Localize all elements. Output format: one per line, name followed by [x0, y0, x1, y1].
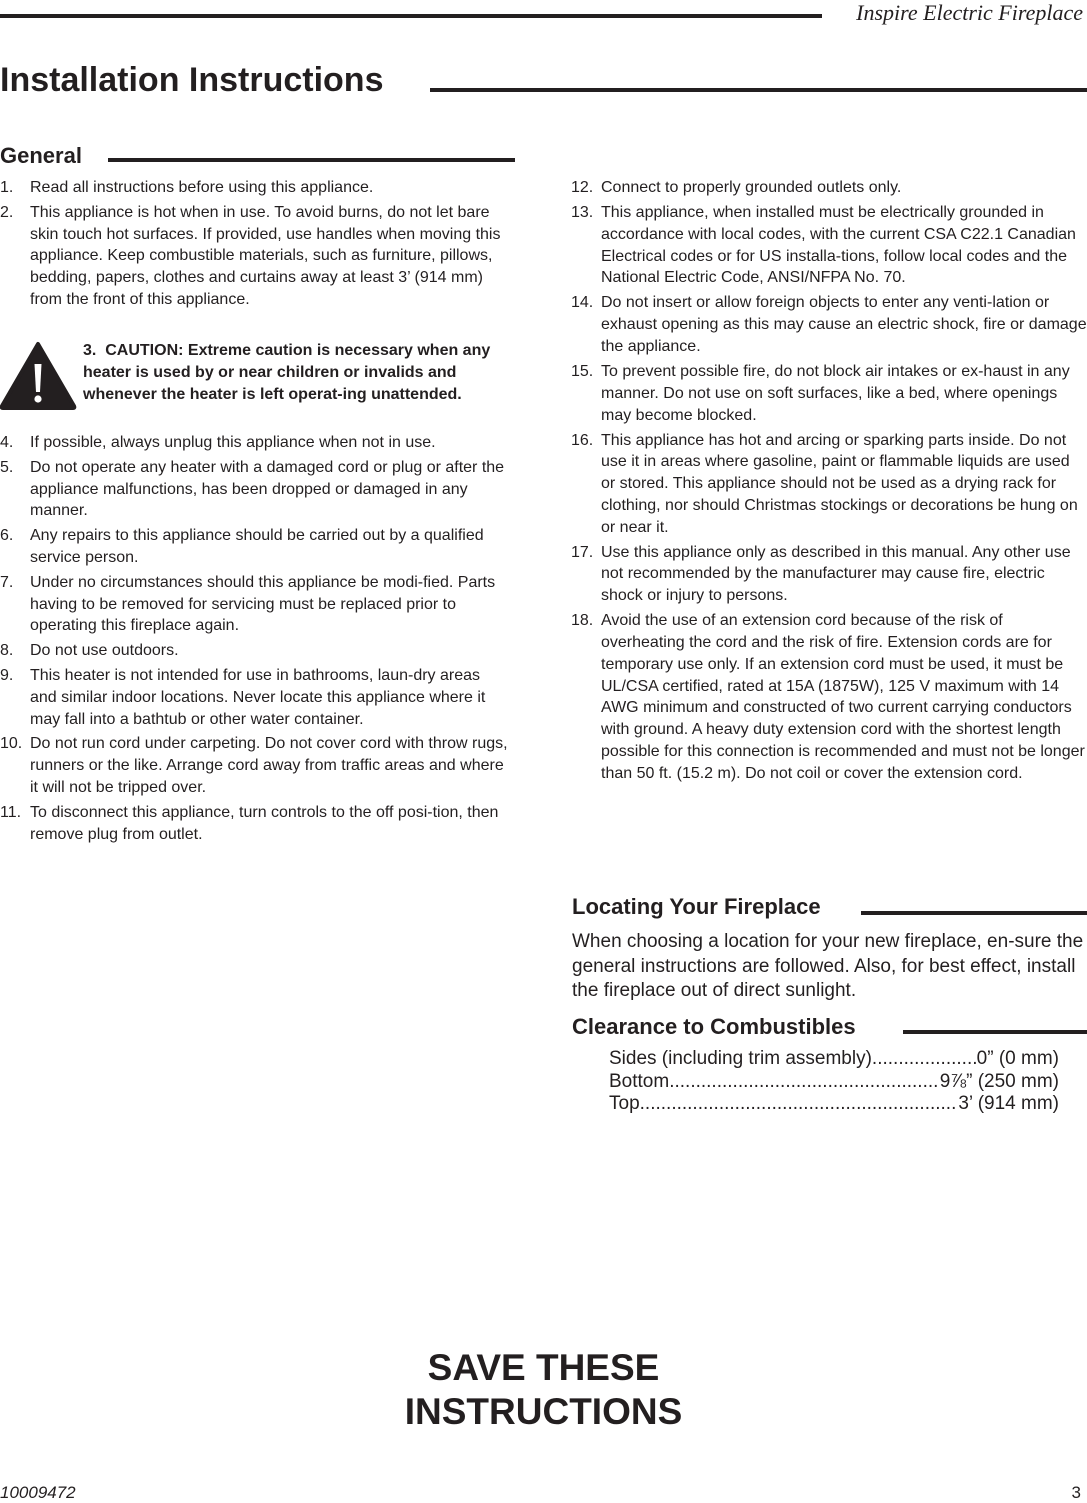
instruction-number: 17. — [571, 543, 594, 561]
clearance-row — [609, 1071, 1059, 1094]
instruction-text: This heater is not intended for use in bathrooms, laun-dry areas and similar indoor locations. Never locate this appliance where it may fall into a bathtub or other water container. — [30, 666, 486, 728]
instruction-text: This appliance has hot and arcing or sparking parts inside. Do not use it in areas where gasoline, paint or flammable liquids are used or stored. This appliance should not be used as a drying rack for clothing, nor should Christmas stockings or decorations be hung on or near it. — [601, 431, 1078, 536]
instruction-number: 2. — [0, 203, 14, 221]
instruction-text: Any repairs to this appliance should be carried out by a qualified service person. — [30, 527, 484, 566]
instruction-text: Use this appliance only as described in this manual. Any other use not recommended by the manufacturer may cause fire, electric shock or injury to persons. — [601, 543, 1071, 605]
general-heading-rule — [108, 158, 515, 162]
general-list-part2 — [0, 432, 510, 848]
instruction-number: 10. — [0, 735, 23, 753]
instruction-item — [0, 665, 510, 730]
save-notice-line2: INSTRUCTIONS — [404, 1391, 683, 1432]
instruction-number: 14. — [571, 294, 594, 312]
page-title: Installation Instructions — [0, 61, 384, 99]
instruction-number: 1. — [0, 179, 14, 196]
instruction-text: Do not run cord under carpeting. Do not cover cord with throw rugs, runners or the like. Arrange cord away from traffic areas and where it will not be tripped over. — [30, 735, 508, 796]
instruction-item — [0, 202, 510, 311]
instruction-text: Under no circumstances should this appliance be modi-fied. Parts having to be removed for servicing must be replaced prior to operating this fireplace again. — [30, 573, 496, 635]
general-heading: General — [0, 143, 82, 168]
instruction-number: 8. — [0, 642, 14, 660]
instruction-text: Do not insert or allow foreign objects to enter any venti-lation or exhaust opening as this may cause an electric shock, fire or damage the appliance. — [601, 294, 1087, 355]
instruction-number: 7. — [0, 573, 14, 591]
instruction-item — [0, 177, 510, 199]
instruction-number: 15. — [571, 362, 594, 380]
instruction-item — [571, 292, 1087, 357]
title-rule — [430, 88, 1087, 92]
instruction-item — [0, 640, 510, 662]
page-number: 3 — [1071, 1483, 1081, 1502]
instruction-item — [571, 610, 1087, 784]
general-list-part3 — [571, 177, 1087, 788]
header-rule — [0, 14, 822, 18]
instruction-number: 16. — [571, 431, 594, 449]
clearance-row — [609, 1093, 1059, 1116]
instruction-item — [0, 525, 510, 569]
header-product-name: Inspire Electric Fireplace — [856, 0, 1083, 25]
save-notice — [0, 1346, 1087, 1434]
general-list-part1 — [0, 177, 510, 314]
clearance-value: 9⅞” (250 mm) — [939, 1070, 1059, 1092]
instruction-number: 18. — [571, 612, 594, 630]
instruction-item — [0, 733, 510, 798]
doc-number: 10009472 — [0, 1483, 76, 1502]
clearance-leader-dots — [872, 1048, 977, 1071]
instruction-item — [0, 572, 510, 637]
caution-text — [83, 340, 508, 405]
instruction-number: 4. — [0, 434, 14, 451]
instruction-text: Read all instructions before using this appliance. — [30, 179, 374, 196]
clearance-value: 3’ (914 mm) — [958, 1093, 1059, 1114]
instruction-number: 13. — [571, 203, 594, 221]
instruction-item — [0, 432, 510, 454]
clearance-leader-dots — [640, 1093, 959, 1116]
save-notice-line1: SAVE THESE — [427, 1347, 660, 1388]
caution-statement: CAUTION: Extreme caution is necessary when any heater is used by or near children or invalids and whenever the heater is left operat-ing unattended. — [83, 342, 491, 403]
clearance-heading: Clearance to Combustibles — [572, 1014, 856, 1039]
instruction-text: If possible, always unplug this appliance when not in use. — [30, 434, 436, 451]
instruction-text: This appliance is hot when in use. To avoid burns, do not let bare skin touch hot surfaces. If provided, use handles when moving this appliance. Keep combustible materials, such as furniture, pillows, bedding, papers, clothes and curtains away at least 3’ (914 mm) from the front of this appliance. — [30, 203, 501, 308]
instruction-item — [571, 542, 1087, 607]
clearance-leader-dots — [669, 1071, 939, 1094]
clearance-label: Bottom — [609, 1070, 670, 1092]
caution-number: 3. — [83, 342, 97, 359]
clearance-label: Top — [609, 1093, 640, 1114]
instruction-text: Connect to properly grounded outlets only. — [601, 179, 902, 196]
instruction-item — [571, 361, 1087, 426]
instruction-number: 5. — [0, 458, 14, 476]
instruction-text: To disconnect this appliance, turn controls to the off posi-tion, then remove plug from outlet. — [30, 803, 499, 843]
locating-heading-rule — [861, 911, 1087, 915]
instruction-item — [571, 177, 1087, 199]
clearance-heading-rule — [903, 1030, 1087, 1034]
instruction-number: 9. — [0, 666, 14, 684]
warning-triangle-icon — [0, 340, 77, 410]
instruction-item — [0, 457, 510, 522]
locating-heading: Locating Your Fireplace — [572, 894, 821, 919]
clearance-table — [609, 1048, 1059, 1116]
instruction-text: This appliance, when installed must be electrically grounded in accordance with local codes, with the current CSA C22.1 Canadian Electrical codes or for US installa-tions, follow local codes and the National Electric Code, ANSI/NFPA No. 70. — [601, 203, 1076, 287]
caution-block — [0, 340, 510, 428]
instruction-number: 11. — [0, 803, 22, 821]
locating-text: When choosing a location for your new fireplace, en-sure the general instructions are followed. Also, for best effect, install the fireplace out of direct sunlight. — [572, 931, 1084, 1001]
clearance-value: 0” (0 mm) — [976, 1048, 1059, 1069]
clearance-label: Sides (including trim assembly) — [609, 1048, 872, 1069]
instruction-text: Avoid the use of an extension cord because of the risk of overheating the cord and the risk of fire. Extension cords are for temporary use only. If an extension cord must be used, it must be UL/CSA certified, rated at 15A (1875W), 125 V maximum with 14 AWG minimum and constructed of two current carrying conductors with ground. A heavy duty extension cord with the shortest length possible for this connection is recommended and must not be longer than 50 ft. (15.2 m). Do not coil or cover the extension cord. — [601, 612, 1085, 782]
instruction-item — [0, 802, 510, 846]
instruction-item — [571, 430, 1087, 539]
instruction-number: 6. — [0, 527, 14, 545]
instruction-item — [571, 202, 1087, 289]
instruction-number: 12. — [571, 179, 594, 196]
instruction-text: Do not use outdoors. — [30, 642, 179, 660]
clearance-row — [609, 1048, 1059, 1071]
instruction-text: Do not operate any heater with a damaged cord or plug or after the appliance malfunctions, has been dropped or damaged in any manner. — [30, 458, 505, 520]
instruction-text: To prevent possible fire, do not block air intakes or ex-haust in any manner. Do not use on soft surfaces, like a bed, where openings may become blocked. — [601, 362, 1070, 424]
